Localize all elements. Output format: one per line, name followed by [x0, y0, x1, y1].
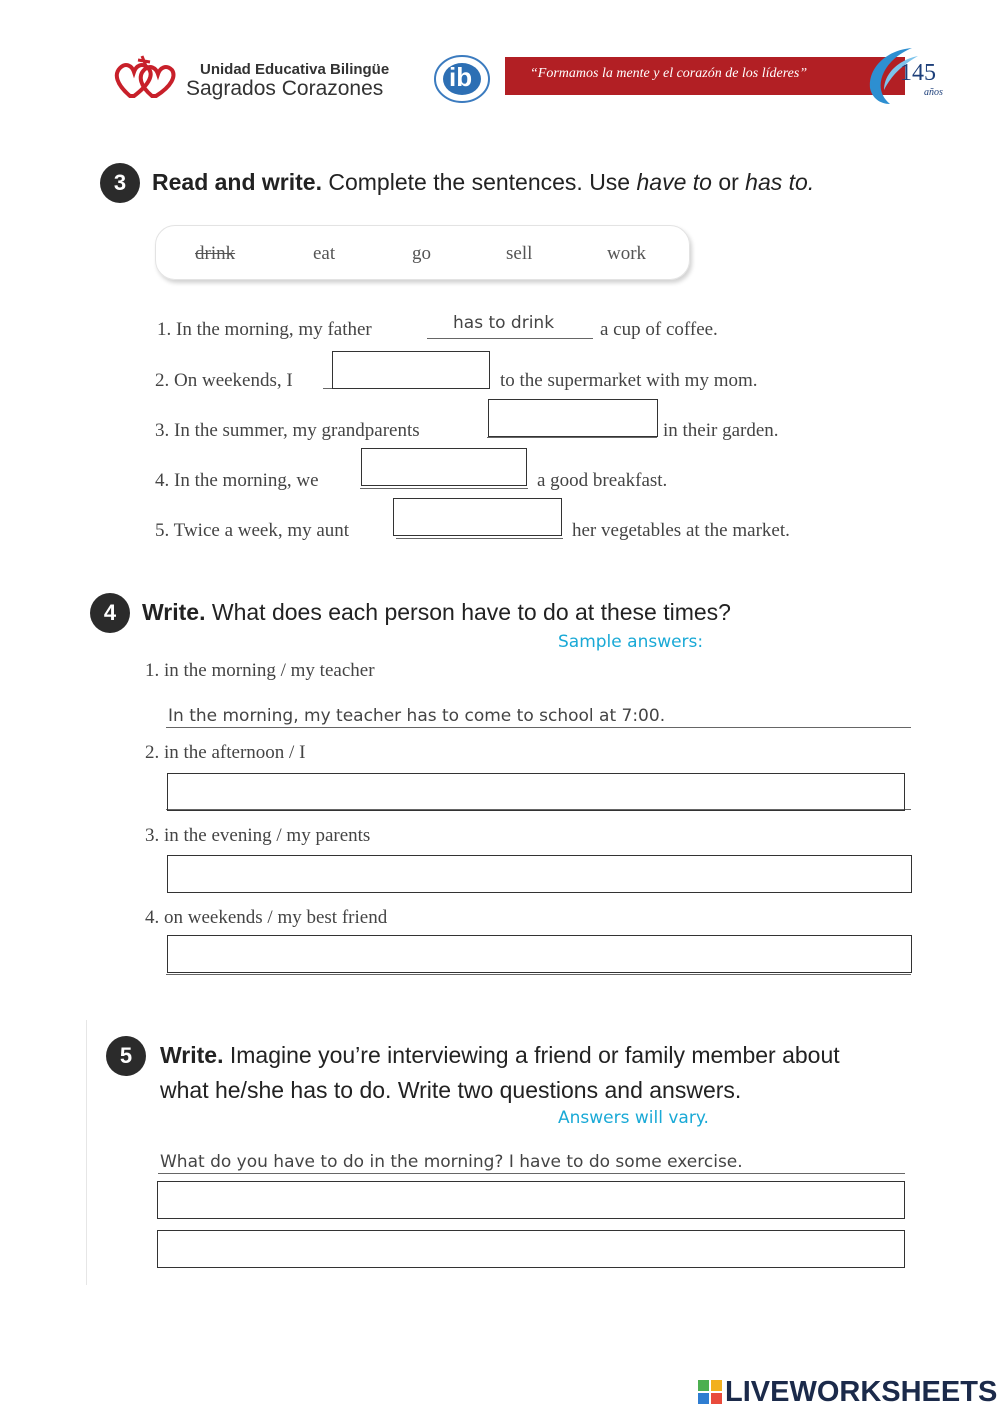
liveworksheets-logo-icon — [698, 1380, 722, 1404]
answer-underline — [487, 437, 657, 438]
prompt-2-answer-input[interactable] — [167, 773, 905, 811]
prompt-3: 3. in the evening / my parents — [145, 825, 371, 846]
answers-will-vary-label: Answers will vary. — [558, 1108, 709, 1128]
exercise-5-instruction-line1: Imagine you’re interviewing a friend or family member about — [229, 1042, 840, 1068]
word-bank-word: sell — [506, 243, 533, 264]
prompt-4: 4. on weekends / my best friend — [145, 907, 388, 928]
sentence-number: 1. — [157, 319, 172, 340]
sentence-number: 3. — [155, 420, 170, 441]
sample-answers-label: Sample answers: — [558, 632, 704, 652]
school-name-line2: Sagrados Corazones — [186, 77, 384, 100]
exercise-4-instruction: What does each person have to do at these times? — [211, 599, 731, 625]
exercise-5-badge: 5 — [106, 1036, 146, 1076]
sentence-after: her vegetables at the market. — [572, 520, 790, 541]
answer-underline — [166, 727, 911, 728]
sentence-number: 2. — [155, 370, 170, 391]
sentence-1 — [157, 319, 372, 341]
exercise-3-instruction: Complete the sentences. Use — [328, 169, 631, 195]
sentence-after: a cup of coffee. — [600, 319, 718, 340]
sentence-4 — [155, 470, 319, 492]
prompt-4-answer-input[interactable] — [167, 935, 912, 973]
sentence-4-answer-input[interactable] — [361, 448, 527, 486]
sentence-before: In the summer, my grandparents — [174, 420, 420, 441]
sentence-before: In the morning, my father — [176, 319, 372, 340]
sentence-5-answer-input[interactable] — [393, 498, 562, 536]
exercise-5-answer-input-2[interactable] — [157, 1230, 905, 1268]
sentence-2 — [155, 370, 293, 392]
anniversary-number: 145 — [900, 60, 936, 86]
sentence-number: 5. — [155, 520, 170, 541]
sentence-after: to the supermarket with my mom. — [500, 370, 758, 391]
exercise-5-example: What do you have to do in the morning? I have to do some exercise. — [160, 1152, 743, 1172]
sentence-after: a good breakfast. — [537, 470, 668, 491]
exercise-4-title — [142, 599, 731, 626]
sentence-5 — [155, 520, 349, 542]
answer-underline — [427, 338, 593, 339]
answer-underline — [396, 538, 563, 539]
prompt-1-answer: In the morning, my teacher has to come to school at 7:00. — [168, 706, 666, 726]
ib-logo — [433, 54, 491, 104]
word-bank-word: work — [607, 243, 647, 264]
school-name-line1: Unidad Educativa Bilingüe — [200, 61, 390, 78]
exercise-4-badge: 4 — [90, 593, 130, 633]
exercise-3-have-to: have to — [636, 169, 712, 195]
exercise-5-title — [160, 1042, 840, 1069]
sentence-before: In the morning, we — [174, 470, 319, 491]
word-bank-word: eat — [313, 243, 336, 264]
answer-underline — [166, 974, 911, 975]
sentence-3-answer-input[interactable] — [488, 399, 658, 437]
exercise-5-answer-input-1[interactable] — [157, 1181, 905, 1219]
anniversary-sub: años — [924, 87, 943, 98]
word-bank-word: drink — [195, 243, 236, 264]
sentence-1-answer: has to drink — [453, 313, 555, 333]
exercise-5-margin-line — [86, 1020, 87, 1285]
sentence-before: On weekends, I — [174, 370, 293, 391]
exercise-3-or: or — [718, 169, 739, 195]
prompt-1: 1. in the morning / my teacher — [145, 660, 375, 681]
school-logo — [112, 52, 178, 102]
prompt-3-answer-input[interactable] — [167, 855, 912, 893]
motto-text: “Formamos la mente y el corazón de los líderes” — [530, 66, 808, 81]
sentence-after: in their garden. — [663, 420, 779, 441]
sentence-2-answer-input[interactable] — [332, 351, 490, 389]
exercise-3-title-bold: Read and write. — [152, 169, 322, 195]
sentence-before: Twice a week, my aunt — [173, 520, 350, 541]
sentence-3 — [155, 420, 420, 442]
exercise-5-instruction-line2: what he/she has to do. Write two questions and answers. — [160, 1077, 742, 1103]
exercise-3-has-to: has to. — [745, 169, 815, 195]
exercise-3-title — [152, 169, 814, 196]
exercise-3-badge: 3 — [100, 163, 140, 203]
answer-underline — [360, 488, 528, 489]
liveworksheets-brand: LIVEWORKSHEETS — [725, 1376, 998, 1408]
exercise-4-title-bold: Write. — [142, 599, 206, 625]
word-bank-word: go — [412, 243, 431, 264]
answer-underline — [158, 1173, 905, 1174]
ib-logo-text: ib — [449, 62, 473, 92]
exercise-5-title-bold: Write. — [160, 1042, 224, 1068]
prompt-2: 2. in the afternoon / I — [145, 742, 306, 763]
sentence-number: 4. — [155, 470, 170, 491]
